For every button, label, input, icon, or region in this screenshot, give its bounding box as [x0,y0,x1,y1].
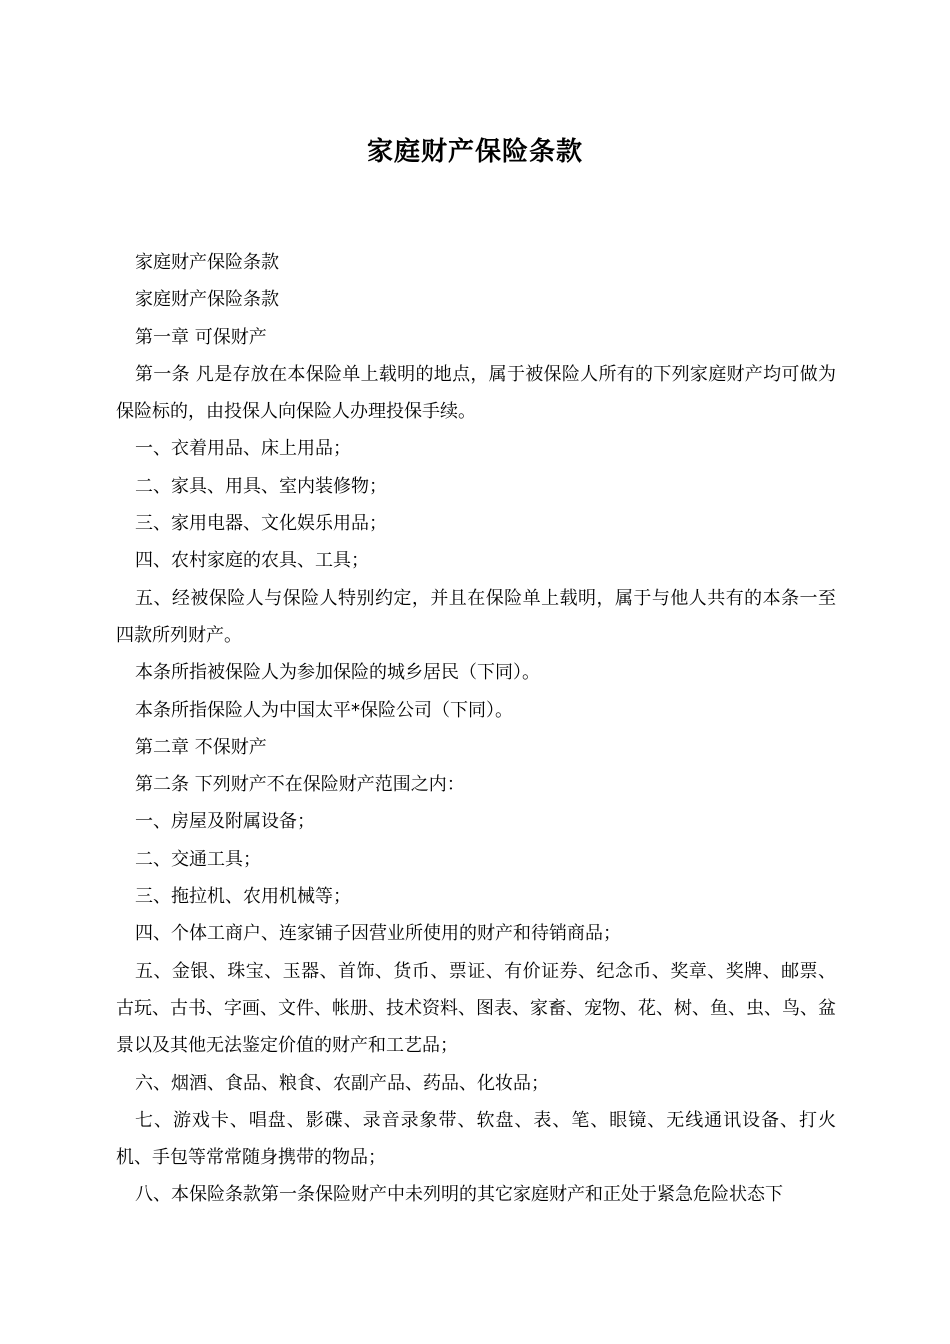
note-paragraph: 本条所指保险人为中国太平*保险公司（下同）。 [135,699,513,721]
list-item: 二、交通工具； [135,848,261,870]
list-item: 一、房屋及附属设备； [135,811,315,833]
list-item: 二、家具、用具、室内装修物； [135,475,387,497]
document-title: 家庭财产保险条款 [366,137,583,167]
chapter-heading: 第一章 可保财产 [135,326,267,348]
list-item: 四、农村家庭的农具、工具； [135,550,369,572]
document-body [116,244,836,1214]
paragraph: 家庭财产保险条款 [135,252,279,273]
list-item: 三、拖拉机、农用机械等； [135,886,351,908]
list-item: 八、本保险条款第一条保险财产中未列明的其它家庭财产和正处于紧急危险状态下 [135,1184,783,1206]
chapter-heading: 第二章 不保财产 [135,736,267,758]
article-paragraph: 第二条 下列财产不在保险财产范围之内： [135,774,465,796]
list-item: 一、衣着用品、床上用品； [135,438,351,460]
list-item: 七、游戏卡、唱盘、影碟、录音录象带、软盘、表、笔、眼镜、无线通讯设备、打火机、手包等常常随身携带的物品； [116,1109,836,1169]
note-paragraph: 本条所指被保险人为参加保险的城乡居民（下同）。 [135,662,540,684]
list-item: 五、金银、珠宝、玉器、首饰、货币、票证、有价证券、纪念币、奖章、奖牌、邮票、古玩、古书、字画、文件、帐册、技术资料、图表、家畜、宠物、花、树、鱼、虫、鸟、盆景以及其他无法鉴定价值的财产和工艺品； [116,960,836,1057]
list-item: 六、烟酒、食品、粮食、农副产品、药品、化妆品； [135,1072,549,1094]
list-item: 五、经被保险人与保险人特别约定，并且在保险单上载明，属于与他人共有的本条一至四款所列财产。 [116,587,836,646]
paragraph: 家庭财产保险条款 [135,289,279,311]
list-item: 四、个体工商户、连家铺子因营业所使用的财产和待销商品； [135,923,621,945]
list-item: 三、家用电器、文化娱乐用品； [135,513,387,535]
article-paragraph: 第一条 凡是存放在本保险单上载明的地点，属于被保险人所有的下列家庭财产均可做为保险标的，由投保人向保险人办理投保手续。 [116,363,836,423]
